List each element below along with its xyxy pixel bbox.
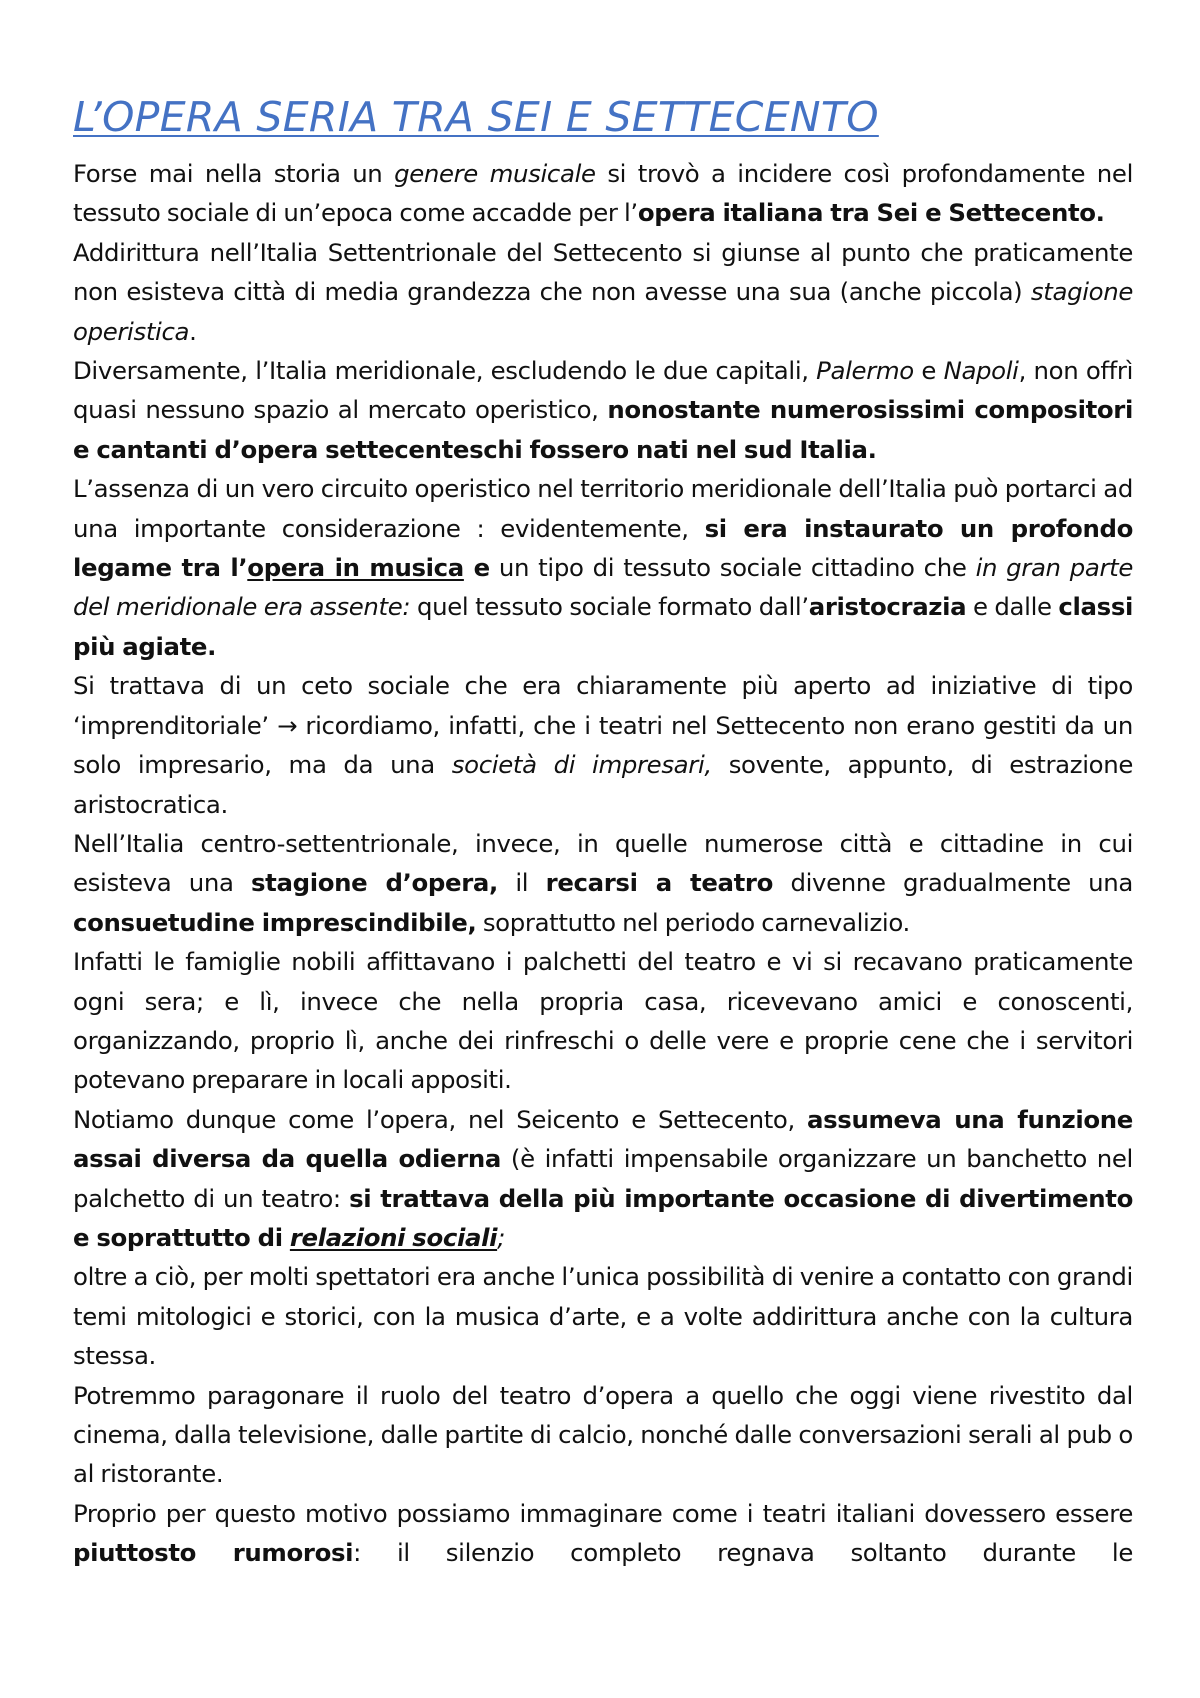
paragraph [73, 154, 1133, 233]
text-run: nonostante numerosissimi compositori e cantanti d’opera settecenteschi fossero nati nel sud Italia. [73, 395, 1133, 464]
text-run: opera italiana tra Sei e Settecento. [637, 198, 1105, 228]
text-run: e [913, 356, 944, 386]
paragraph [73, 824, 1133, 942]
text-run: recarsi a teatro [545, 868, 774, 898]
text-run: : il silenzio completo regnava soltanto durante le [353, 1538, 1133, 1568]
text-run: L’assenza di un vero circuito operistico nel territorio meridionale dell’Italia può portarci ad una importante considerazione : evidentemente, [73, 474, 1133, 543]
document-body [73, 154, 1133, 1573]
text-run: relazioni sociali [289, 1222, 498, 1252]
text-run: ; [497, 1222, 505, 1252]
text-run: , non offrì quasi nessuno spazio al mercato operistico, [73, 356, 1133, 425]
text-run: società di impresari, [451, 750, 712, 780]
text-run: stagione d’opera, [251, 868, 498, 898]
text-run: soprattutto nel periodo carnevalizio. [476, 907, 910, 937]
text-run: Nell’Italia centro-settentrionale, invece, in quelle numerose città e cittadine in cui esisteva una [73, 828, 1133, 898]
document-page [73, 92, 1133, 1573]
text-run: consuetudine imprescindibile, [73, 907, 477, 937]
text-run: e dalle [966, 592, 1059, 622]
paragraph [73, 1376, 1133, 1494]
text-run: si trattava della più importante occasione di divertimento e soprattutto di [73, 1183, 1133, 1252]
paragraph [73, 1100, 1133, 1258]
paragraph [73, 233, 1133, 351]
text-run: Notiamo dunque come l’opera, nel Seicento e Settecento, [73, 1104, 808, 1134]
text-run: (è infatti impensabile organizzare un banchetto nel palchetto di un teatro: [73, 1144, 1133, 1213]
text-run: Potremmo paragonare il ruolo del teatro d’opera a quello che oggi viene rivestito dal cinema, dalla televisione, dalle partite di calcio, nonché dalle conversazioni serali al pub o al ristorante. [73, 1380, 1133, 1489]
text-run: e [463, 553, 490, 583]
text-run: Diversamente, l’Italia meridionale, escludendo le due capitali, [73, 356, 817, 386]
text-run: il [497, 868, 546, 898]
document-title: L’OPERA SERIA TRA SEI E SETTECENTO [73, 93, 879, 141]
text-run: si trovò a incidere così profondamente nel tessuto sociale di un’epoca come accadde per l’ [73, 159, 1133, 228]
text-run: oltre a ciò, per molti spettatori era anche l’unica possibilità di venire a contatto con grandi temi mitologici e storici, con la musica d’arte, e a volte addirittura anche con la cultura stessa. [73, 1262, 1133, 1371]
text-run: Proprio per questo motivo possiamo immaginare come i teatri italiani dovessero essere [73, 1498, 1133, 1528]
text-run: piuttosto rumorosi [73, 1538, 354, 1568]
text-run: quel tessuto sociale formato dall’ [410, 592, 809, 622]
text-run: assumeva una funzione assai diversa da quella odierna [73, 1104, 1133, 1174]
text-run: un tipo di tessuto sociale cittadino che [489, 553, 976, 583]
text-run: . [189, 316, 197, 346]
text-run: Napoli [943, 356, 1019, 386]
text-run: stagione operistica [73, 277, 1133, 346]
text-run: genere musicale [394, 159, 596, 188]
paragraph [73, 942, 1133, 1100]
text-run: Palermo [816, 356, 914, 386]
text-run: Addirittura nell’Italia Settentrionale del Settecento si giunse al punto che praticamente non esisteva città di media grandezza che non avesse una sua (anche piccola) [73, 237, 1133, 307]
paragraph [73, 469, 1133, 666]
text-run: Forse mai nella storia un [73, 159, 395, 188]
text-run: Si trattava di un ceto sociale che era chiaramente più aperto ad iniziative di tipo ‘imprenditoriale’ → ricordiamo, infatti, che i teatri nel Settecento non erano gestiti da un solo impresario, ma da una [73, 671, 1133, 780]
paragraph [73, 351, 1133, 469]
text-run: Infatti le famiglie nobili affittavano i palchetti del teatro e vi si recavano praticamente ogni sera; e lì, invece che nella propria casa, ricevevano amici e conoscenti, organizzando, proprio lì, anche dei rinfreschi o delle vere e proprie cene che i servitori potevano preparare in locali appositi. [73, 947, 1133, 1095]
text-run: in gran parte del meridionale era assente: [73, 553, 1133, 622]
paragraph [73, 1257, 1133, 1375]
text-run: aristocrazia [808, 592, 967, 622]
text-run: sovente, appunto, di estrazione aristocratica. [73, 750, 1133, 819]
text-run: classi più agiate. [73, 592, 1133, 661]
paragraph [73, 666, 1133, 824]
text-run: divenne gradualmente una [773, 868, 1133, 898]
text-run: si era instaurato un profondo legame tra l’ [73, 513, 1133, 583]
text-run: opera in musica [247, 553, 464, 583]
paragraph [73, 1494, 1133, 1573]
